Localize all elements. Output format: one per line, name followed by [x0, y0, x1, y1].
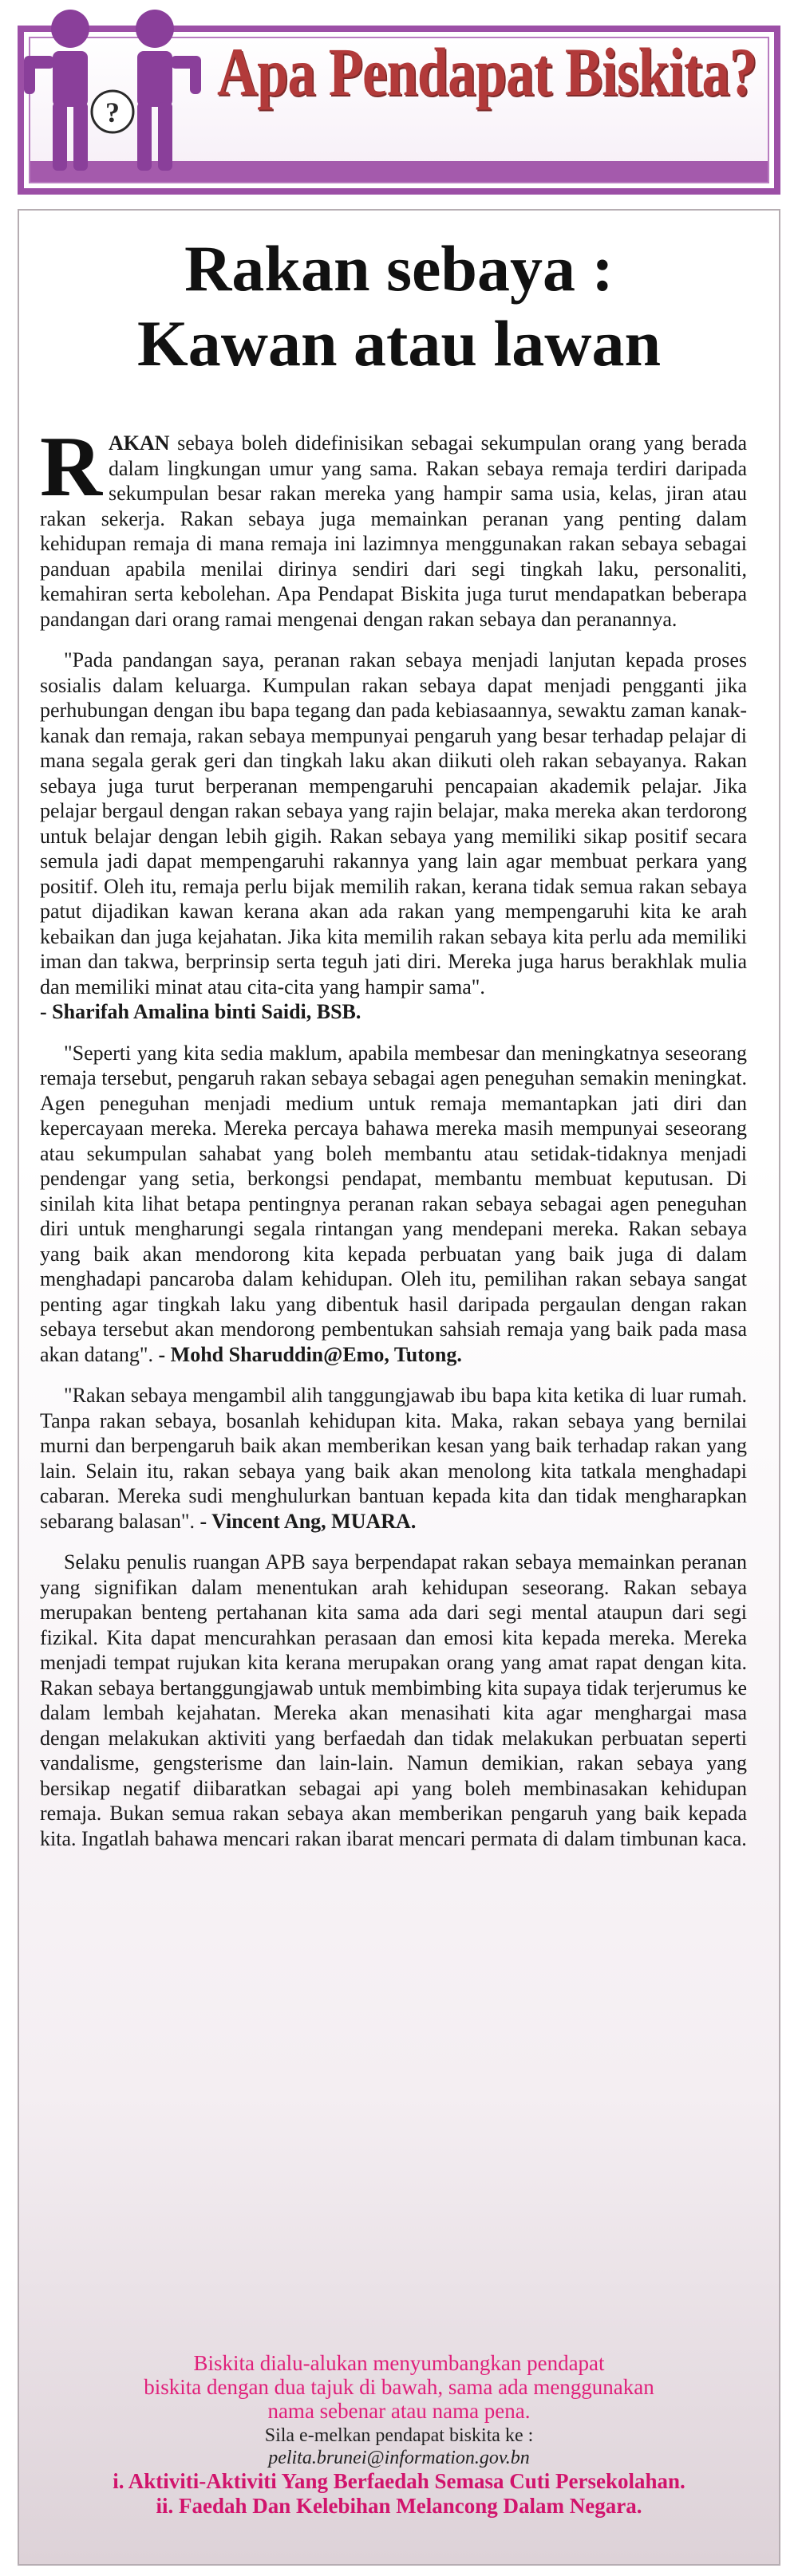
- question-mark-icon: ?: [105, 97, 120, 128]
- email-label: Sila e-melkan pendapat biskita ke :: [264, 2425, 534, 2446]
- quote-paragraph-1: [40, 648, 747, 1025]
- footer-invitation: [18, 2351, 780, 2519]
- invite-line-3: nama sebenar atau nama pena.: [267, 2399, 531, 2423]
- intro-paragraph: [40, 419, 747, 632]
- topic-2: ii. Faedah Dan Kelebihan Melancong Dalam Negara.: [156, 2494, 642, 2518]
- headline-line-1: Rakan sebaya :: [184, 232, 614, 305]
- author-3: - Vincent Ang, MUARA.: [200, 1509, 417, 1533]
- topic-1: i. Aktiviti-Aktiviti Yang Berfaedah Semasa Cuti Persekolahan.: [113, 2469, 685, 2493]
- lead-word: AKAN: [109, 431, 170, 455]
- two-figures-question-icon: [21, 0, 204, 182]
- headline: [0, 231, 798, 381]
- quote-paragraph-3: [40, 1383, 747, 1534]
- banner-title: Apa Pendapat Biskita?: [217, 33, 757, 110]
- headline-line-2: Kawan atau lawan: [136, 307, 662, 380]
- invite-line-1: Biskita dialu-alukan menyumbangkan pendapat: [193, 2351, 605, 2375]
- email-address: pelita.brunei@information.gov.bn: [268, 2448, 530, 2468]
- intro-text: sebaya boleh didefinisikan sebagai sekumpulan orang yang berada dalam lingkungan umur yang sama. Rakan sebaya remaja terdiri daripada sekumpulan besar rakan mereka yang hampir sama usia, kelas, jiran atau rakan sekerja. Rakan sebaya juga memainkan peranan yang penting dalam kehidupan remaja di mana remaja ini lazimnya menggunakan rakan sebaya sebagai panduan apabila menilai dirinya sendiri dari segi tingkah laku, personaliti, kemahiran serta kebolehan. Apa Pendapat Biskita juga turut mendapatkan beberapa pandangan dari orang ramai mengenai dengan rakan sebaya dan peranannya.: [40, 431, 747, 631]
- author-1: - Sharifah Amalina binti Saidi, BSB.: [40, 1000, 361, 1023]
- quote-text-3: "Rakan sebaya mengambil alih tanggungjawab ibu bapa kita ketika di luar rumah. Tanpa rakan sebaya, bosanlah kehidupan kita. Maka, rakan sebaya yang bernilai murni dan berpengaruh baik akan memberikan kesan yang baik terhadap rakan yang lain. Selain itu, rakan sebaya yang baik akan menolong kita tatkala menghadapi cabaran. Mereka sudi menghulurkan bantuan kepada kita dan tidak mengharapkan sebarang balasan".: [40, 1384, 747, 1533]
- quote-text-1: "Pada pandangan saya, peranan rakan sebaya menjadi lanjutan kepada proses sosialis dalam keluarga. Kumpulan rakan sebaya dapat menjadi pengganti jika perhubungan dengan ibu bapa tegang dan pada kebiasaannya, sewaktu zaman kanak-kanak dan remaja, rakan sebaya mempunyai pengaruh yang besar terhadap pelajar di mana segala gerak geri dan tingkah laku akan diikuti oleh rakan sebayanya. Rakan sebaya juga turut berperanan mempengaruhi pencapaian akademik pelajar. Jika pelajar bergaul dengan rakan sebaya yang rajin belajar, maka mereka akan terdorong untuk belajar dengan lebih gigih. Rakan sebaya yang memiliki sikap positif secara semula jadi dapat mempengaruhi rakannya yang lain agar membuat perkara yang positif. Oleh itu, remaja perlu bijak memilih rakan, kerana tidak semua rakan sebaya patut dijadikan kawan kerana akan ada rakan yang mempengaruhi kita ke arah kebaikan dan juga kejahatan. Jika kita memilih rakan sebaya kita perlu ada memiliki iman dan takwa, berprinsip serta teguh jati diri. Mereka juga harus berakhlak mulia dan memiliki minat atau cita-cita yang hampir sama".: [40, 648, 747, 998]
- quote-paragraph-2: [40, 1041, 747, 1368]
- closing-paragraph: Selaku penulis ruangan APB saya berpendapat rakan sebaya memainkan peranan yang signifikan dalam menentukan arah kehidupan seseorang. Rakan sebaya merupakan benteng pertahanan kita sama ada dari segi mental ataupun dari segi fizikal. Kita dapat mencurahkan perasaan dan emosi kita kepada mereka. Mereka menjadi tempat rujukan kita kerana merupakan orang yang amat rapat dengan kita. Rakan sebaya bertanggungjawab untuk membimbing kita supaya tidak terjerumus ke dalam lembah kejahatan. Mereka akan menasihati kita agar menghargai masa dengan melakukan aktiviti yang berfaedah dan tidak melakukan perbuatan seperti vandalisme, gengsterisme dan lain-lain. Namun demikian, rakan sebaya yang bersikap negatif diibaratkan sebagai api yang boleh membinasakan kehidupan remaja. Bukan semua rakan sebaya akan memberikan pengaruh yang baik kepada kita. Ingatlah bahawa mencari rakan ibarat mencari permata di dalam timbunan kaca.: [40, 1550, 747, 1850]
- article-body: [40, 419, 747, 1867]
- invite-line-2: biskita dengan dua tajuk di bawah, sama ada menggunakan: [144, 2375, 654, 2399]
- author-2: - Mohd Sharuddin@Emo, Tutong.: [158, 1342, 462, 1366]
- drop-cap: R: [40, 419, 102, 514]
- quote-text-2: "Seperti yang kita sedia maklum, apabila membesar dan meningkatnya seseorang remaja tersebut, pengaruh rakan sebaya sebagai agen peneguhan semakin meningkat. Agen peneguhan menjadi medium untuk remaja memantapkan jati diri dan kepercayaan mereka. Mereka percaya bahawa mereka masih mempunyai seseorang atau sekumpulan sahabat yang boleh membantu atau setidak-tidaknya menjadi pendengar yang setia, berkongsi pendapat, membantu membuat keputusan. Di sinilah kita lihat betapa pentingnya peranan rakan sebaya sebagai agen peneguhan diri untuk mengharungi segala rintangan yang mendepani mereka. Rakan sebaya yang baik akan mendorong kita kepada perbuatan yang baik juga di dalam menghadapi pancaroba dalam kehidupan. Oleh itu, pemilihan rakan sebaya sangat penting agar tingkah laku yang dibentuk hasil daripada pergaulan dengan rakan sebaya tersebut akan mendorong pembentukan sahsiah remaja yang baik pada masa akan datang".: [40, 1041, 747, 1366]
